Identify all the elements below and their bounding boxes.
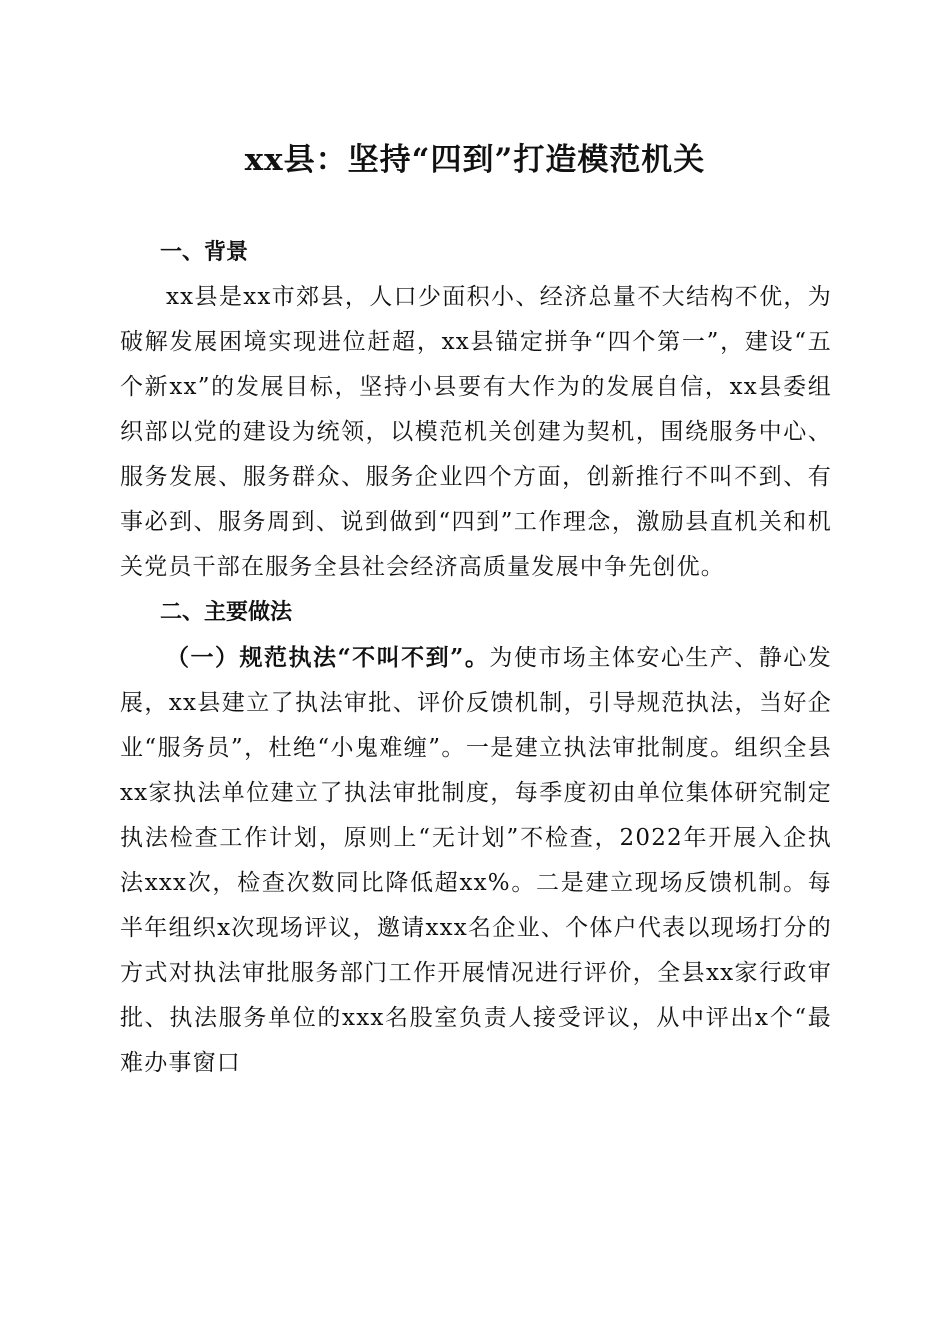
section-heading-background: 一、背景: [160, 240, 249, 265]
section-heading-main-practices: 二、主要做法: [160, 600, 293, 625]
background-paragraph: xx县是xx市郊县，人口少面积小、经济总量不大结构不优，为破解发展困境实现进位赶超，xx县锚定拼争“四个第一”，建设“五个新xx”的发展目标，坚持小县要有大作为的发展自信，xx县委组织部以党的建设为统领，以模范机关创建为契机，围绕服务中心、服务发展、服务群众、服务企业四个方面，创新推行不叫不到、有事必到、服务周到、说到做到“四到”工作理念，激励县直机关和机关党员干部在服务全县社会经济高质量发展中争先创优。: [120, 284, 832, 580]
practice-paragraph-1: [120, 635, 832, 1086]
document-body: [120, 230, 832, 1086]
subsection-text: 为使市场主体安心生产、静心发展，xx县建立了执法审批、评价反馈机制，引导规范执法，当好企业“服务员”，杜绝“小鬼难缠”。一是建立执法审批制度。组织全县xx家执法单位建立了执法审批制度，每季度初由单位集体研究制定执法检查工作计划，原则上“无计划”不检查，2022年开展入企执法xxx次，检查次数同比降低超xx%。二是建立现场反馈机制。每半年组织x次现场评议，邀请xxx名企业、个体户代表以现场打分的方式对执法审批服务部门工作开展情况进行评价，全县xx家行政审批、执法服务单位的xxx名股室负责人接受评议，从中评出x个“最难办事窗口: [120, 645, 832, 1076]
subsection-lead: （一）规范执法“不叫不到”。: [166, 644, 490, 671]
document-title: xx县：坚持“四到”打造模范机关: [244, 142, 706, 178]
